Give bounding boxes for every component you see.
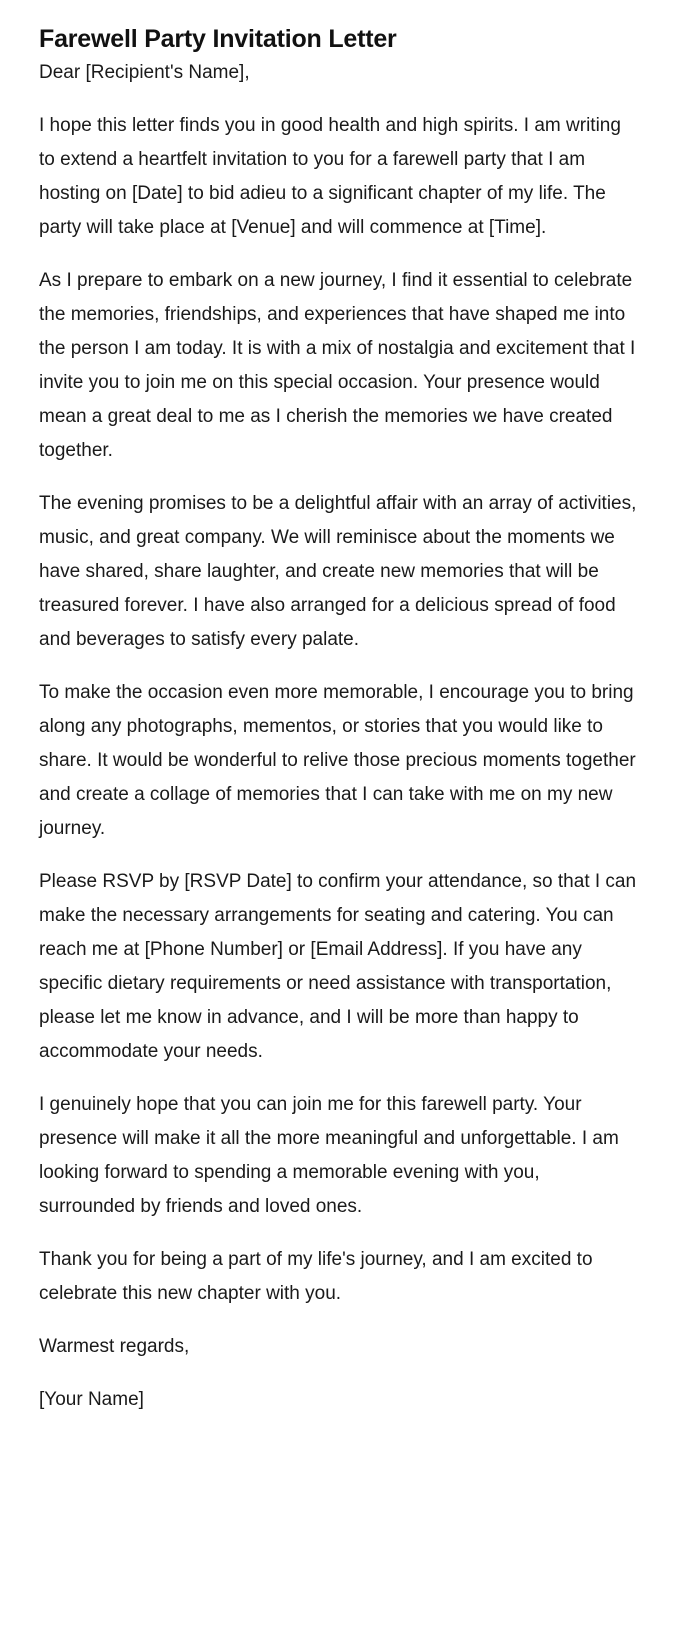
body-paragraph-6: I genuinely hope that you can join me for this farewell party. Your presence will make it all the more meaningful and unforgettable. I am looking forward to spending a memorable evening with you, surrounded by friends and loved ones. xyxy=(39,1094,619,1217)
body-paragraph-4: To make the occasion even more memorable, I encourage you to bring along any photographs, mementos, or stories that you would like to share. It would be wonderful to relive those precious moments together and create a collage of memories that I can take with me on my new journey. xyxy=(39,682,636,839)
body-paragraph-1: I hope this letter finds you in good health and high spirits. I am writing to extend a heartfelt invitation to you for a farewell party that I am hosting on [Date] to bid adieu to a significant chapter of my life. The party will take place at [Venue] and will commence at [Time]. xyxy=(39,115,621,238)
body-paragraph-3: The evening promises to be a delightful affair with an array of activities, music, and great company. We will reminisce about the moments we have shared, share laughter, and create new memories that will be treasured forever. I have also arranged for a delicious spread of food and beverages to satisfy every palate. xyxy=(39,493,637,650)
letter-page xyxy=(39,22,639,1417)
closing-line: Warmest regards, xyxy=(39,1336,190,1357)
body-paragraph-5: Please RSVP by [RSVP Date] to confirm your attendance, so that I can make the necessary arrangements for seating and catering. You can reach me at [Phone Number] or [Email Address]. If you have any specific dietary requirements or need assistance with transportation, please let me know in advance, and I will be more than happy to accommodate your needs. xyxy=(39,871,637,1062)
salutation: Dear [Recipient's Name], xyxy=(39,62,250,83)
letter-title: Farewell Party Invitation Letter xyxy=(39,25,397,53)
signature-line: [Your Name] xyxy=(39,1389,144,1410)
body-paragraph-7: Thank you for being a part of my life's journey, and I am excited to celebrate this new chapter with you. xyxy=(39,1249,593,1304)
body-paragraph-2: As I prepare to embark on a new journey, I find it essential to celebrate the memories, friendships, and experiences that have shaped me into the person I am today. It is with a mix of nostalgia and excitement that I invite you to join me on this special occasion. Your presence would mean a great deal to me as I cherish the memories we have created together. xyxy=(39,270,636,461)
